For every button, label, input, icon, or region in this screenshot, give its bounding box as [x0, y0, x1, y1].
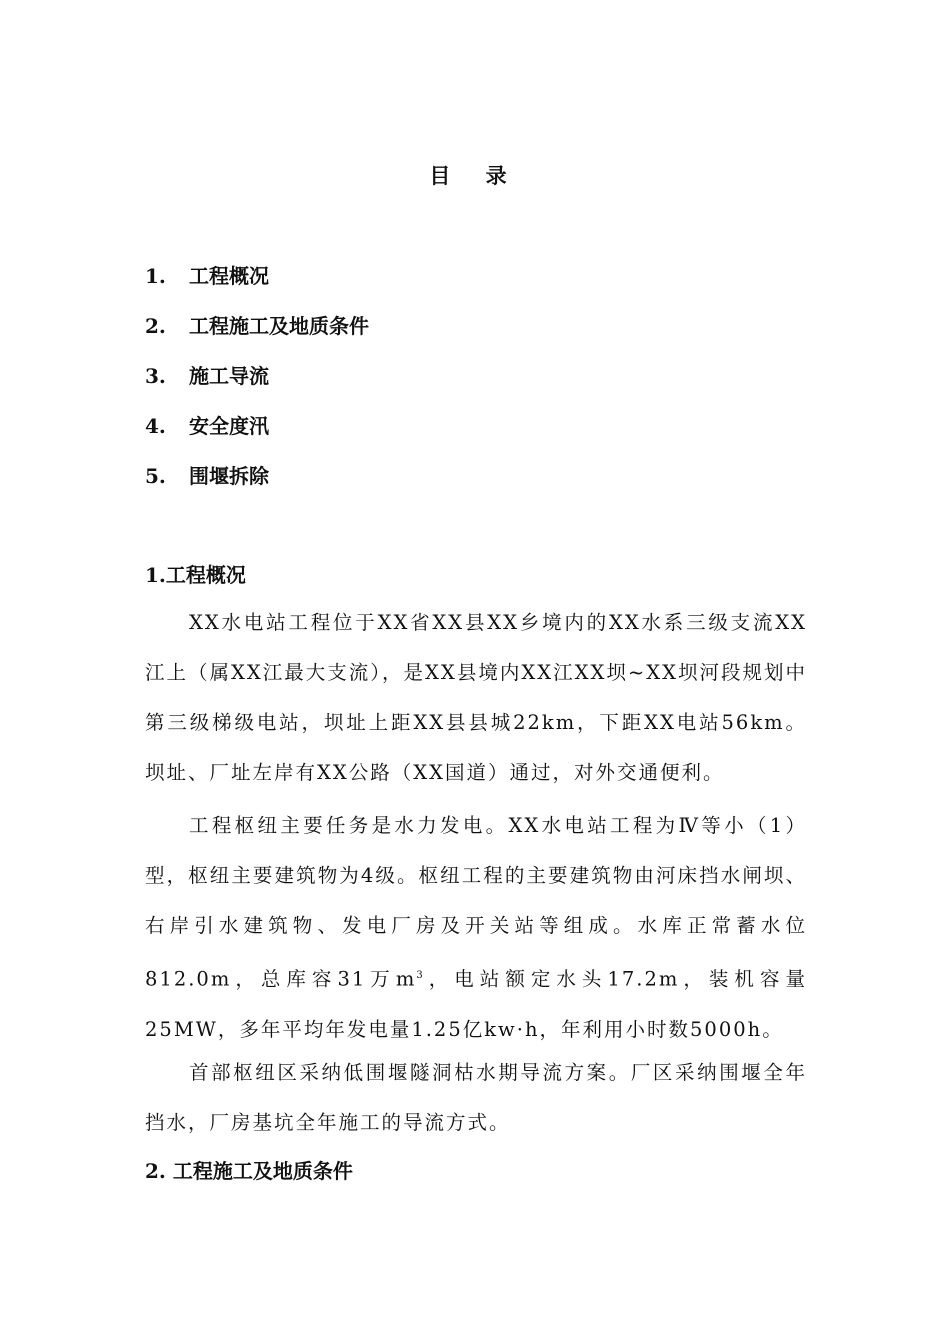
toc-item-4: [145, 411, 269, 441]
section-heading-1: 1.工程概况: [145, 563, 246, 587]
toc-item-number: 1.: [145, 264, 166, 288]
toc-item-2: [145, 311, 369, 341]
toc-item-label: 工程施工及地质条件: [189, 314, 369, 338]
paragraph-overview: XX水电站工程位于XX省XX县XX乡境内的XX水系三级支流XX江上（属XX江最大支流），是XX县境内XX江XX坝~XX坝河段规划中第三级梯级电站，坝址上距XX县县城22km，下距XX电站56km。坝址、厂址左岸有XX公路（XX国道）通过，对外交通便利。: [145, 611, 807, 784]
toc-item-number: 3.: [145, 364, 166, 388]
superscript-unit: 3: [416, 970, 425, 981]
toc-item-number: 4.: [145, 414, 166, 438]
toc-item-label: 工程概况: [189, 264, 269, 288]
paragraph-tasks-text-a: 工程枢纽主要任务是水力发电。XX水电站工程为Ⅳ等小（1）型，枢纽主要建筑物为4级。枢纽工程的主要建筑物由河床挡水闸坝、右岸引水建筑物、发电厂房及开关站等组成。水库正常蓄水位812.0m，总库容31万m: [145, 814, 807, 991]
toc-item-3: [145, 361, 269, 391]
toc-item-number: 2.: [145, 314, 166, 338]
paragraph-diversion: 首部枢纽区采纳低围堰隧洞枯水期导流方案。厂区采纳围堰全年挡水，厂房基坑全年施工的导流方式。: [145, 1061, 807, 1134]
paragraph-tasks-text-b: ，电站额定水头17.2m，装机容量25MW，多年平均年发电量1.25亿kw·h，年利用小时数5000h。: [145, 967, 807, 1041]
section-heading-2: 2. 工程施工及地质条件: [145, 1159, 353, 1183]
paragraph-tasks: [145, 801, 807, 1055]
toc-item-label: 围堰拆除: [189, 464, 269, 488]
toc-item-1: [145, 261, 269, 291]
toc-item-label: 安全度汛: [189, 414, 269, 438]
toc-item-5: [145, 461, 269, 491]
toc-item-label: 施工导流: [189, 364, 269, 388]
toc-title: 目 录: [429, 163, 521, 188]
toc-item-number: 5.: [145, 464, 166, 488]
